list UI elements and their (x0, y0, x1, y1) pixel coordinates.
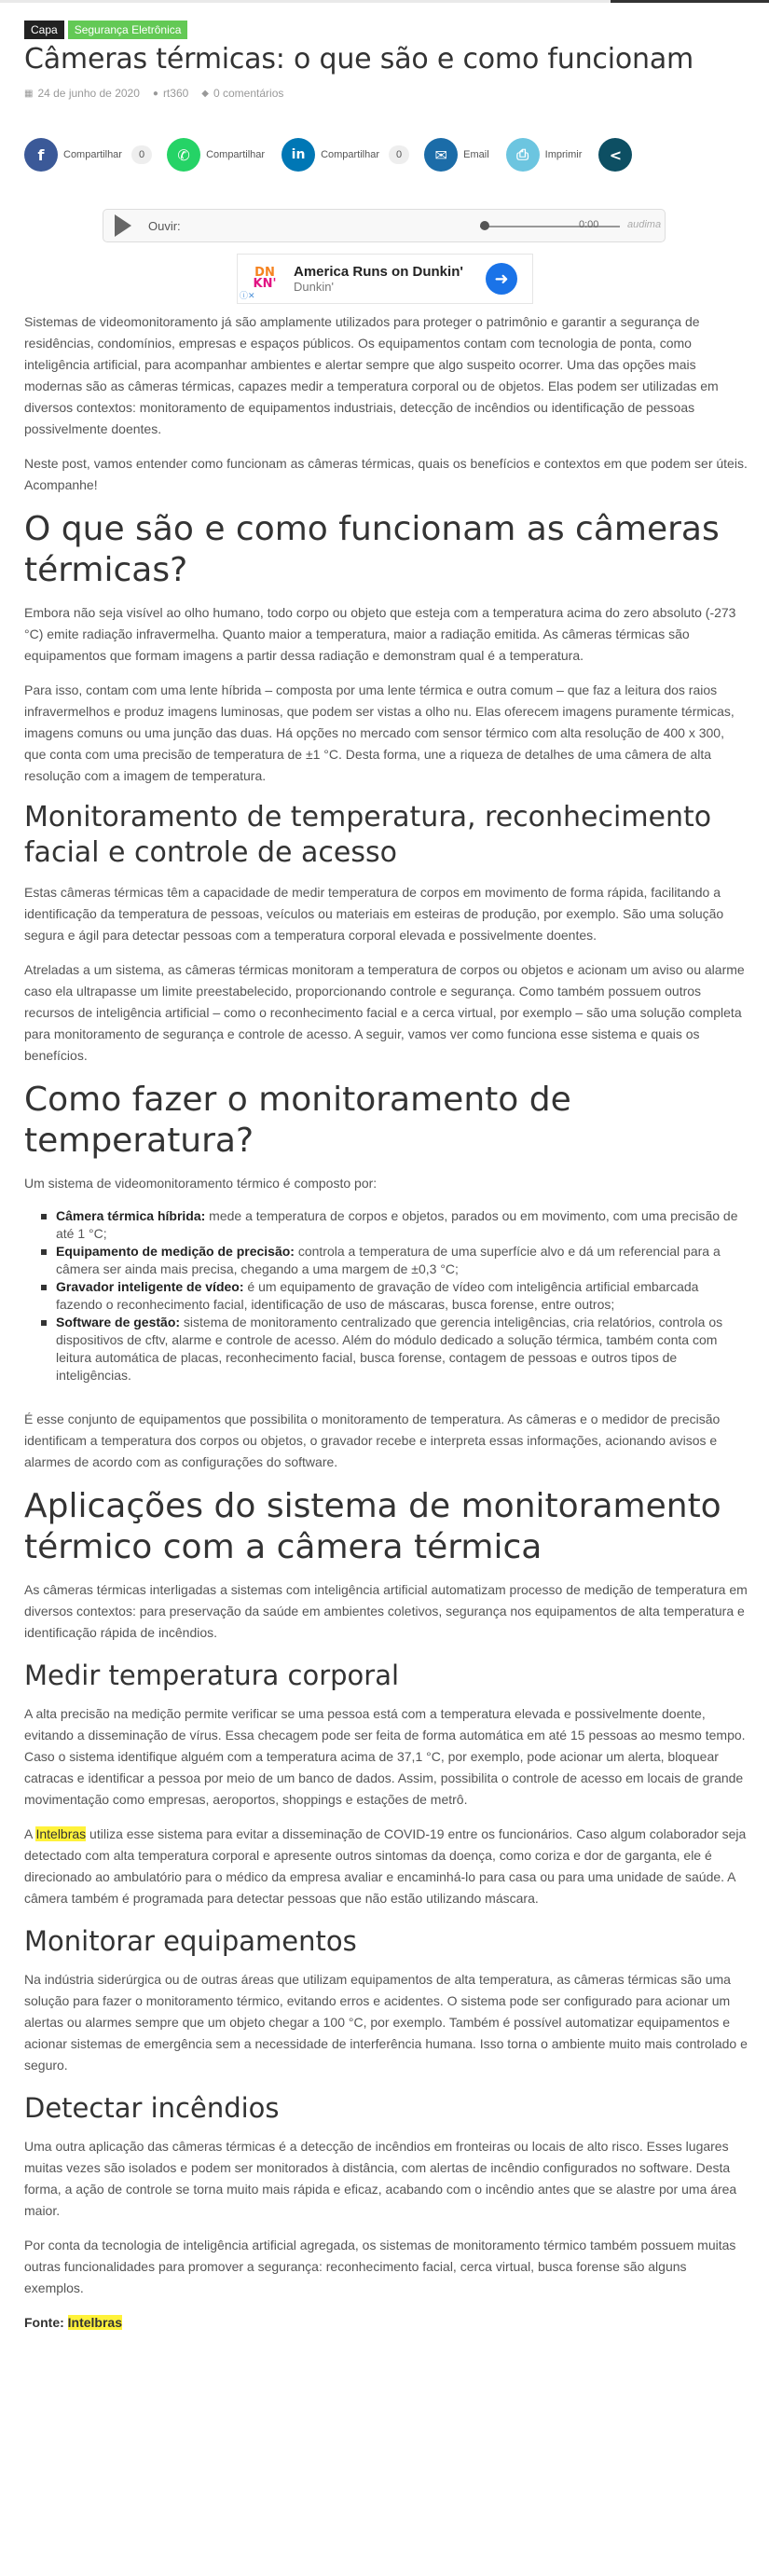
heading-o-que-sao: O que são e como funcionam as câmeras térmicas? (24, 510, 720, 589)
audio-player (103, 209, 666, 242)
heading-monitoramento: Monitoramento de temperatura, reconhecimento facial e controle de acesso (24, 801, 712, 869)
calendar-icon: ▦ (24, 88, 34, 99)
post-comments[interactable]: ◆ 0 comentários (201, 87, 284, 100)
heading-aplicacoes: Aplicações do sistema de monitoramento térmico com a câmera térmica (24, 1487, 721, 1566)
share-bar (24, 138, 639, 172)
ad-subtitle: Dunkin' (294, 280, 334, 294)
ad-arrow-icon[interactable]: ➜ (486, 263, 517, 295)
play-icon[interactable] (115, 214, 131, 237)
heading-monitorar-equipamentos: Monitorar equipamentos (24, 1925, 357, 1957)
list-item: Câmera térmica híbrida: mede a temperatura de corpos e objetos, parados ou em movimento, com uma precisão de até 1 °C; (34, 1207, 748, 1243)
post-date: ▦ 24 de junho de 2020 (24, 87, 140, 100)
heading-detectar-incendios: Detectar incêndios (24, 2092, 280, 2124)
user-icon: ● (152, 88, 158, 99)
paragraph: Na indústria siderúrgica ou de outras áreas que utilizam equipamentos de alta temperatura, as câmeras térmicas são uma solução para fazer o monitoramento térmico, evitando erros e acidentes. O sistema pode ser configurado para acionar um alertas ou alarmes sempre que um objeto chegar a 100 °C, por exemplo. Também é possível automatizar equipamentos e acionar sistemas de emergência sem a necessidade de interferência humana. Isso torna o ambiente muito mais controlado e seguro. (24, 1972, 748, 2073)
audio-progress-knob[interactable] (480, 221, 489, 230)
paragraph: Atreladas a um sistema, as câmeras térmicas monitoram a temperatura de corpos ou objetos e acionam um aviso ou alarme caso ela ultrapasse um limite preestabelecido, proporcionando controle e segurança. Como também possuem outros recursos de inteligência artificial – como o reconhecimento facial e a cerca virtual, por exemplo – são uma solução completa para monitoramento de segurança e controle de acesso. A seguir, vamos ver como funciona esse sistema e quais os benefícios. (24, 962, 745, 1063)
comment-icon: ◆ (201, 88, 209, 99)
linkedin-icon: in (282, 138, 315, 172)
audio-progress-track[interactable] (480, 226, 620, 227)
paragraph: As câmeras térmicas interligadas a sistemas com inteligência artificial automatizam processo de medição de temperatura em diversos contextos: para preservação da saúde em ambientes coletivos, segurança nos equipamentos de alta temperatura e identificação rápida de incêndios. (24, 1582, 748, 1640)
paragraph: É esse conjunto de equipamentos que possibilita o monitoramento de temperatura. As câmeras e o medidor de precisão identificam a temperatura dos corpos ou objetos, o gravador recebe e interpreta essas informações, acionando avisos e alarmes de acordo com as configurações do software. (24, 1412, 721, 1469)
post-title: Câmeras térmicas: o que são e como funcionam (24, 43, 694, 76)
paragraph: Um sistema de videomonitoramento térmico é composto por: (24, 1176, 378, 1191)
ad-title[interactable]: America Runs on Dunkin' (294, 264, 463, 280)
email-icon: ✉ (424, 138, 458, 172)
share-more-button[interactable] (598, 138, 632, 172)
audio-time: 0:00 (579, 219, 599, 230)
list-item: Gravador inteligente de vídeo: é um equipamento de gravação de vídeo com inteligência artificial embarcada fazendo o reconhecimento facial, identificação de uso de máscaras, busca forense, entre outros; (34, 1278, 748, 1314)
top-border (0, 0, 769, 3)
post-author[interactable]: ● rt360 (152, 87, 189, 100)
facebook-share-count: 0 (131, 145, 152, 164)
paragraph: Sistemas de videomonitoramento já são amplamente utilizados para proteger o patrimônio e garantir a segurança de residências, condomínios, empresas e espaços públicos. Os equipamentos contam com tecnologia de ponta, como inteligência artificial, para acompanhar ambientes e alertar sempre que algo suspeito ocorrer. Uma das opções mais modernas são as câmeras térmicas, capazes medir a temperatura corporal ou de objetos. Elas podem ser utilizadas em diversos contextos: monitoramento de equipamentos industriais, detecção de incêndios ou identificação de pessoas possivelmente doentes. (24, 314, 719, 436)
share-facebook-button[interactable]: f Compartilhar 0 (24, 138, 159, 172)
post-meta (24, 87, 283, 100)
article-body (24, 311, 748, 2334)
paragraph: Uma outra aplicação das câmeras térmicas é a detecção de incêndios em fronteiras ou locais de alto risco. Esses lugares muitas vezes são isolados e podem ser monitorados à distância, com alertas de incêndio configurados no software. Desta forma, a ação de controle se torna muito mais rápida e eficaz, acabando com o incêndio antes que se alastre por uma área maior. (24, 2139, 737, 2218)
linkedin-share-count: 0 (389, 145, 409, 164)
paragraph: Para isso, contam com uma lente híbrida – composta por uma lente térmica e outra comum – que faz a leitura dos raios infravermelhos e produz imagens luminosas, que podem ser vistas a olho nu. Elas oferecem imagens puramente térmicas, imagens comuns ou uma junção das duas. Há opções no mercado com sensor térmico com alta resolução de 400 x 300, que conta com uma precisão de temperatura de ±1 °C. Desta forma, une a riqueza de detalhes de uma câmera de alta resolução com a imagem de temperatura. (24, 682, 735, 783)
share-linkedin-button[interactable]: in Compartilhar 0 (282, 138, 417, 172)
print-button[interactable]: ⎙ Imprimir (506, 138, 592, 172)
source-line: Fonte: Intelbras (24, 2315, 123, 2330)
paragraph: Neste post, vamos entender como funcionam as câmeras térmicas, quais os benefícios e contextos em que podem ser úteis. Acompanhe! (24, 456, 748, 492)
category-tags (24, 21, 187, 39)
intelbras-link[interactable]: Intelbras (35, 1826, 87, 1841)
audio-brand[interactable]: audima (627, 219, 662, 230)
paragraph: Por conta da tecnologia de inteligência artificial agregada, os sistemas de monitoramento térmico também possuem muitas outras funcionalidades para promover a segurança: reconhecimento facial, cerca virtual, busca forense são alguns exemplos. (24, 2238, 736, 2295)
paragraph: Embora não seja visível ao olho humano, todo corpo ou objeto que esteja com a temperatura acima do zero absoluto (-273 °C) emite radiação infravermelha. Quanto maior a temperatura, maior a radiação emitida. As câmeras térmicas são equipamentos que formam imagens a partir dessa radiação e demonstram qual é a temperatura. (24, 605, 736, 663)
category-seguranca-eletronica[interactable]: Segurança Eletrônica (68, 21, 188, 39)
heading-medir-temperatura: Medir temperatura corporal (24, 1660, 400, 1691)
source-link[interactable]: Intelbras (67, 2315, 123, 2330)
ad-banner[interactable] (237, 254, 533, 304)
print-icon: ⎙ (506, 138, 540, 172)
share-email-button[interactable]: ✉ Email (424, 138, 499, 172)
facebook-icon: f (24, 138, 58, 172)
list-item: Equipamento de medição de precisão: controla a temperatura de uma superfície alvo e dá um referencial para a câmera ser ainda mais precisa, chegando a uma margem de ±0,3 °C; (34, 1243, 748, 1278)
category-capa[interactable]: Capa (24, 21, 64, 39)
ad-info-icon[interactable]: ⓘ✕ (240, 291, 255, 300)
ad-text (294, 264, 463, 294)
paragraph: A Intelbras utiliza esse sistema para evitar a disseminação de COVID-19 entre os funcionários. Caso algum colaborador seja detectado com alta temperatura corporal e apresente outros sintomas da doença, como coriza e dor de garganta, ele é direcionado ao ambulatório para o médico da empresa avaliar e encaminhá-lo para casa ou para uma unidade de saúde. A câmera também é programada para detectar pessoas que não estão utilizando máscara. (24, 1826, 747, 1906)
share-whatsapp-button[interactable]: ✆ Compartilhar (167, 138, 274, 172)
paragraph: Estas câmeras térmicas têm a capacidade de medir temperatura de corpos em movimento de forma rápida, facilitando a identificação da temperatura de pessoas, veículos ou materiais em esteiras de produção, por exemplo. São uma solução segura e ágil para detectar pessoas com a temperatura corporal elevada e possivelmente doentes. (24, 885, 724, 943)
share-icon: < (598, 138, 632, 172)
audio-label: Ouvir: (148, 218, 181, 233)
whatsapp-icon: ✆ (167, 138, 200, 172)
list-item: Software de gestão: sistema de monitoramento centralizado que gerencia inteligências, cria relatórios, controla os dispositivos de cftv, alarme e controle de acesso. Além do módulo dedicado a solução térmica, também conta com leitura automática de placas, reconhecimento facial, busca forense, contagem de pessoas e outros tipos de inteligências. (34, 1314, 748, 1384)
dunkin-logo: DN KN' (243, 257, 286, 300)
paragraph: A alta precisão na medição permite verificar se uma pessoa está com a temperatura elevada e possivelmente doente, evitando a disseminação de vírus. Essa checagem pode ser feita de forma automática em até 15 pessoas ao mesmo tempo. Caso o sistema identifique alguém com a temperatura acima de 37,1 °C, por exemplo, pode acionar um alerta, bloquear catracas e identificar a pessoa por meio de um banco de dados. Assim, possibilita o controle de acesso em locais de grande movimentação como empresas, aeroportos, shoppings e estações de metrô. (24, 1706, 746, 1807)
components-list (34, 1207, 748, 1384)
heading-como-fazer: Como fazer o monitoramento de temperatura? (24, 1081, 571, 1160)
